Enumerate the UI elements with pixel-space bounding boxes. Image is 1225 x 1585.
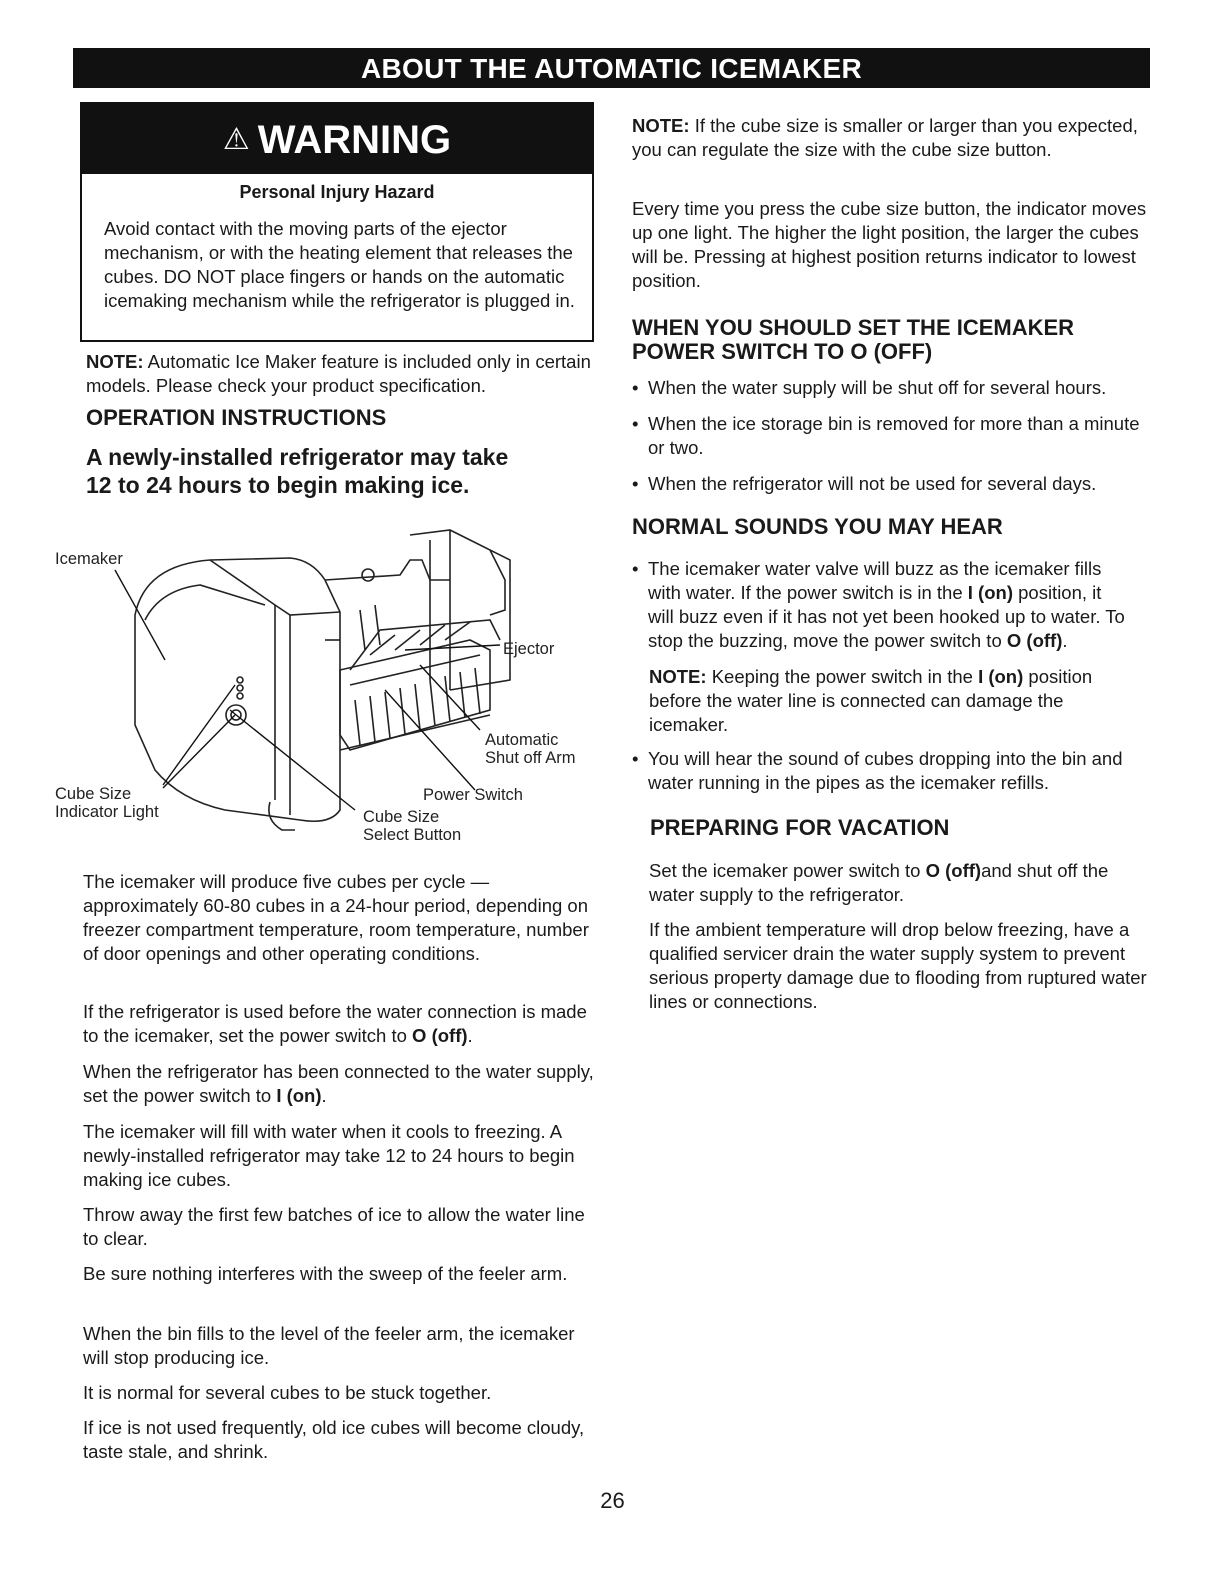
paragraph-fill-water: The icemaker will fill with water when it cools to freezing. A newly-installed refrigerator may take 12 to 24 hours to begin making ice cubes. — [83, 1121, 575, 1190]
paragraph-vacation-switch: Set the icemaker power switch to O (off)and shut off the water supply to the refrigerator. — [649, 860, 1109, 905]
warning-box — [80, 102, 594, 342]
label-icemaker: Icemaker — [55, 550, 123, 568]
list-item: • You will hear the sound of cubes dropping into the bin and water running in the pipes as the icemaker refills. — [632, 747, 1142, 795]
paragraph-five-cubes: The icemaker will produce five cubes per cycle — approximately 60-80 cubes in a 24-hour period, depending on freezer compartment temperature, room temperature, number of door openings and other operating conditions. — [83, 871, 589, 964]
list-when-off — [632, 376, 1157, 496]
warning-title: WARNING — [257, 118, 452, 162]
heading-vacation: PREPARING FOR VACATION — [650, 815, 950, 840]
warning-text: Avoid contact with the moving parts of the ejector mechanism, or with the heating element that releases the cubes. DO NOT place fingers or hands on the automatic icemaking mechanism while the refrigerator is plugged in. — [104, 218, 575, 311]
paragraph-throw-away: Throw away the first few batches of ice to allow the water line to clear. — [83, 1204, 585, 1249]
label-automatic-shutoff: Automatic Shut off Arm — [485, 731, 576, 767]
label-ejector: Ejector — [503, 640, 555, 658]
note-keeping-switch: NOTE: Keeping the power switch in the I (on) position before the water line is connected can damage the icemaker. — [649, 666, 1093, 735]
paragraph-after-connection: When the refrigerator has been connected to the water supply, set the power switch to I (on). — [83, 1061, 594, 1106]
list-item: • When the refrigerator will not be used for several days. — [632, 472, 1157, 496]
paragraph-before-connection: If the refrigerator is used before the water connection is made to the icemaker, set the power switch to O (off). — [83, 1001, 587, 1046]
note-cube-size: NOTE: If the cube size is smaller or larger than you expected, you can regulate the size with the cube size button. — [632, 115, 1138, 160]
section-banner: ABOUT THE AUTOMATIC ICEMAKER — [73, 48, 1150, 88]
paragraph-freezing: If the ambient temperature will drop below freezing, have a qualified servicer drain the water supply system to prevent serious property damage due to flooding from ruptured water lines or connections. — [649, 919, 1147, 1012]
heading-when-set-off: WHEN YOU SHOULD SET THE ICEMAKER POWER SWITCH TO O (OFF) — [632, 315, 1075, 364]
list-item: • When the water supply will be shut off for several hours. — [632, 376, 1157, 400]
label-cube-size-indicator: Cube Size Indicator Light — [55, 785, 159, 821]
warning-triangle-icon: ⚠ — [222, 123, 250, 156]
label-power-switch: Power Switch — [423, 786, 523, 804]
newly-installed-heading: A newly-installed refrigerator may take 12 to 24 hours to begin making ice. — [86, 444, 509, 498]
operation-heading: OPERATION INSTRUCTIONS — [86, 405, 387, 430]
list-item: • The icemaker water valve will buzz as the icemaker fills with water. If the power switch is in the I (on) position, it will buzz even if it has not yet been hooked up to water. To stop the buzzing, move the power switch to O (off). — [632, 557, 1132, 653]
note-automatic: NOTE: Automatic Ice Maker feature is included only in certain models. Please check your product specification. — [86, 351, 591, 396]
label-cube-size-select: Cube Size Select Button — [363, 808, 462, 844]
list-item: • When the ice storage bin is removed for more than a minute or two. — [632, 412, 1157, 460]
paragraph-not-used: If ice is not used frequently, old ice cubes will become cloudy, taste stale, and shrink. — [83, 1417, 585, 1462]
paragraph-feeler-arm: Be sure nothing interferes with the sweep of the feeler arm. — [83, 1263, 568, 1284]
page-number: 26 — [600, 1488, 625, 1513]
paragraph-stuck-together: It is normal for several cubes to be stuck together. — [83, 1382, 492, 1403]
list-sounds — [632, 557, 1132, 653]
heading-normal-sounds: NORMAL SOUNDS YOU MAY HEAR — [632, 514, 1003, 539]
paragraph-every-time: Every time you press the cube size button, the indicator moves up one light. The higher the light position, the larger the cubes will be. Pressing at highest position returns indicator to lowest position. — [632, 198, 1147, 291]
paragraph-bin-fills: When the bin fills to the level of the feeler arm, the icemaker will stop producing ice. — [83, 1323, 575, 1368]
warning-subtitle: Personal Injury Hazard — [239, 182, 435, 202]
icemaker-diagram — [50, 520, 610, 850]
warning-header — [82, 104, 592, 174]
list-sounds-2 — [632, 747, 1142, 795]
